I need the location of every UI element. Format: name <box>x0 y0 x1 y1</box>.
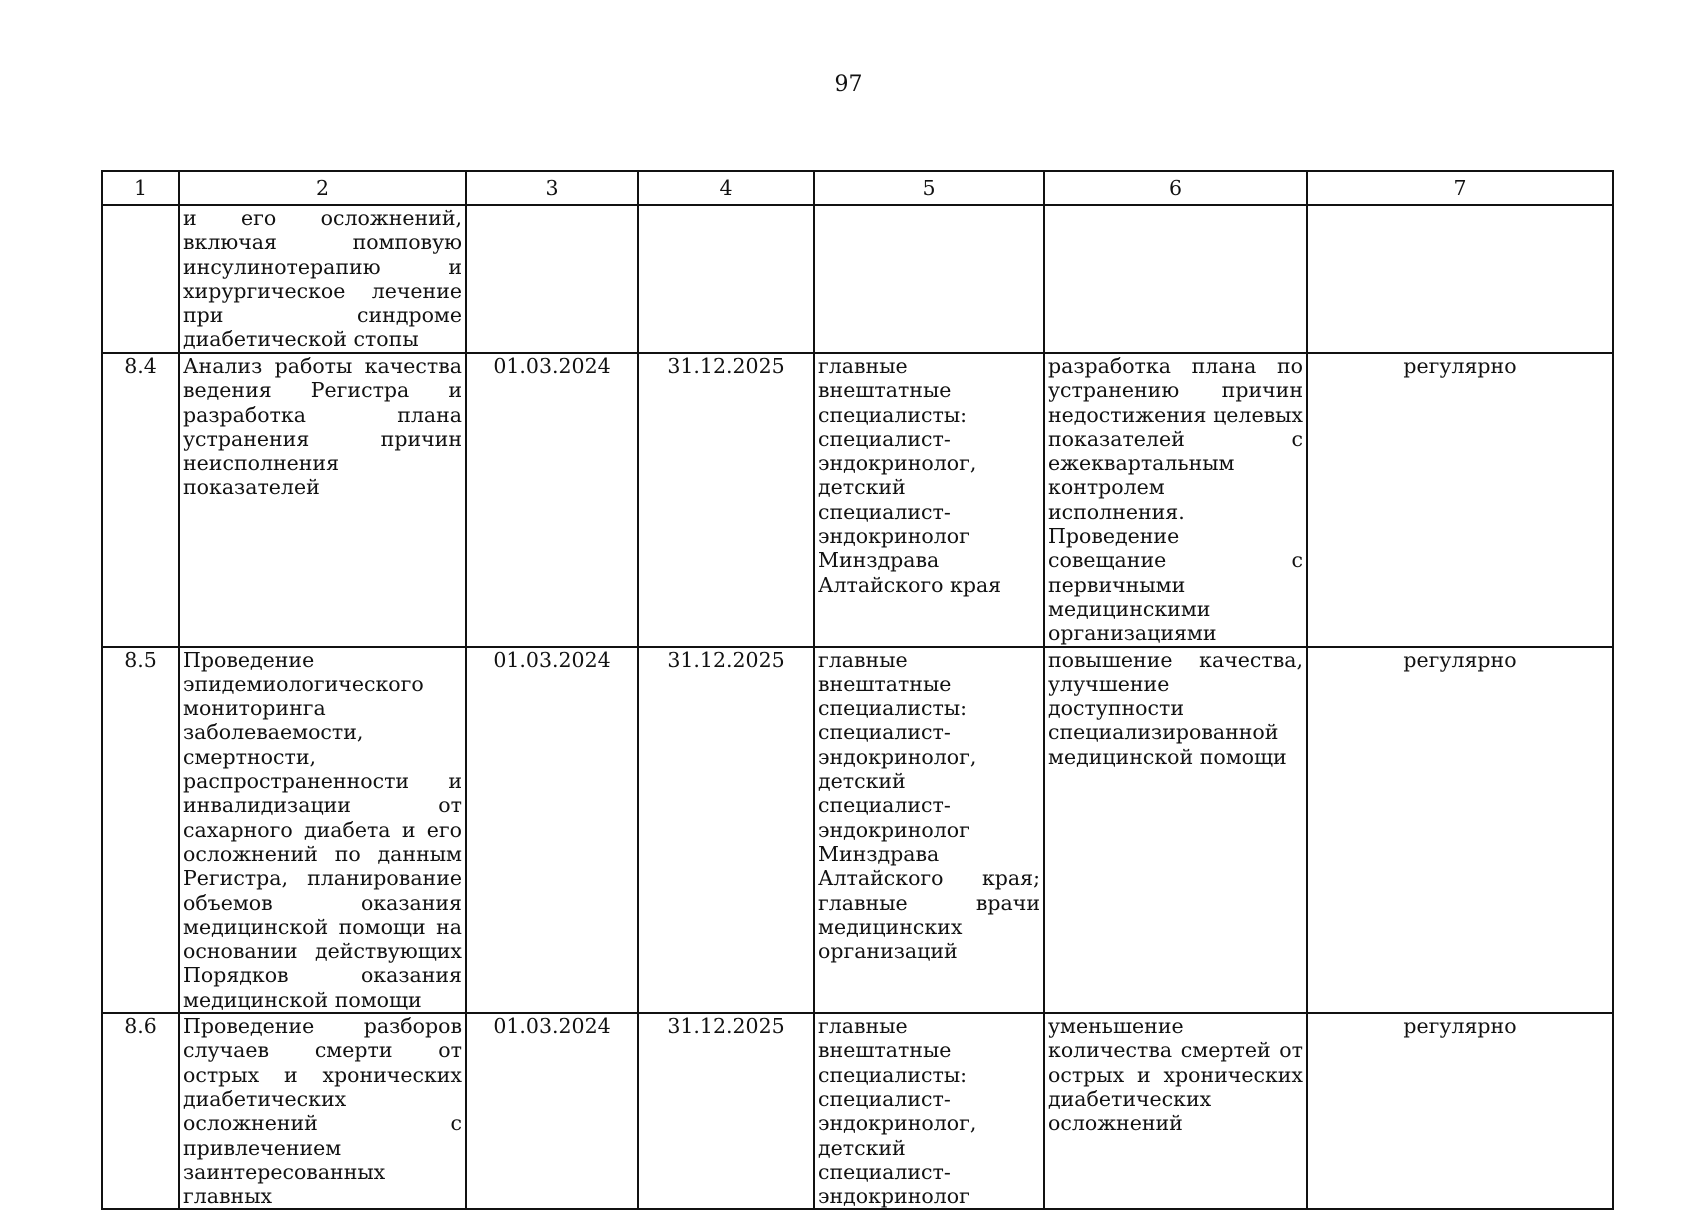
row-number: 8.6 <box>102 1013 179 1209</box>
responsible-cell <box>814 205 1044 353</box>
responsible-cell: главные внештатные специалисты: специалист-эндокринолог, детский специалист-эндокринолог Минздрава Алтайского края; главные врачи медицинских организаций <box>814 647 1044 1013</box>
column-header: 2 <box>179 171 466 205</box>
plan-table <box>101 170 1614 1210</box>
start-date: 01.03.2024 <box>466 353 638 647</box>
table-row <box>102 1013 1613 1209</box>
row-number: 8.4 <box>102 353 179 647</box>
responsible-cell: главные внештатные специалисты: специалист-эндокринолог, детский специалист-эндокринолог <box>814 1013 1044 1209</box>
result-cell: разработка плана по устранению причин недостижения целевых показателей с ежеквартальным контролем исполнения. Проведение совещание с первичными медицинскими организациями <box>1044 353 1307 647</box>
start-date: 01.03.2024 <box>466 1013 638 1209</box>
column-header: 4 <box>638 171 814 205</box>
end-date <box>638 205 814 353</box>
start-date: 01.03.2024 <box>466 647 638 1013</box>
column-header: 7 <box>1307 171 1613 205</box>
page-number: 97 <box>834 72 863 97</box>
result-cell <box>1044 205 1307 353</box>
column-header: 6 <box>1044 171 1307 205</box>
activity-cell: Проведение эпидемиологического мониторинга заболеваемости, смертности, распространенности и инвалидизации от сахарного диабета и его осложнений по данным Регистра, планирование объемов оказания медицинской помощи на основании действующих Порядков оказания медицинской помощи <box>179 647 466 1013</box>
table-header-row <box>102 171 1613 205</box>
frequency-cell <box>1307 205 1613 353</box>
activity-cell: Анализ работы качества ведения Регистра и разработка плана устранения причин неисполнения показателей <box>179 353 466 647</box>
start-date <box>466 205 638 353</box>
column-header: 1 <box>102 171 179 205</box>
result-cell: уменьшение количества смертей от острых и хронических диабетических осложнений <box>1044 1013 1307 1209</box>
frequency-cell: регулярно <box>1307 1013 1613 1209</box>
row-number: 8.5 <box>102 647 179 1013</box>
row-number <box>102 205 179 353</box>
table-row <box>102 205 1613 353</box>
end-date: 31.12.2025 <box>638 647 814 1013</box>
activity-cell: и его осложнений, включая помповую инсулинотерапию и хирургическое лечение при синдроме диабетической стопы <box>179 205 466 353</box>
end-date: 31.12.2025 <box>638 353 814 647</box>
table-row <box>102 647 1613 1013</box>
frequency-cell: регулярно <box>1307 647 1613 1013</box>
column-header: 3 <box>466 171 638 205</box>
table-row <box>102 353 1613 647</box>
column-header: 5 <box>814 171 1044 205</box>
end-date: 31.12.2025 <box>638 1013 814 1209</box>
result-cell: повышение качества, улучшение доступности специализированной медицинской помощи <box>1044 647 1307 1013</box>
frequency-cell: регулярно <box>1307 353 1613 647</box>
responsible-cell: главные внештатные специалисты: специалист-эндокринолог, детский специалист-эндокринолог Минздрава Алтайского края <box>814 353 1044 647</box>
activity-cell: Проведение разборов случаев смерти от острых и хронических диабетических осложнений с привлечением заинтересованных главных <box>179 1013 466 1209</box>
